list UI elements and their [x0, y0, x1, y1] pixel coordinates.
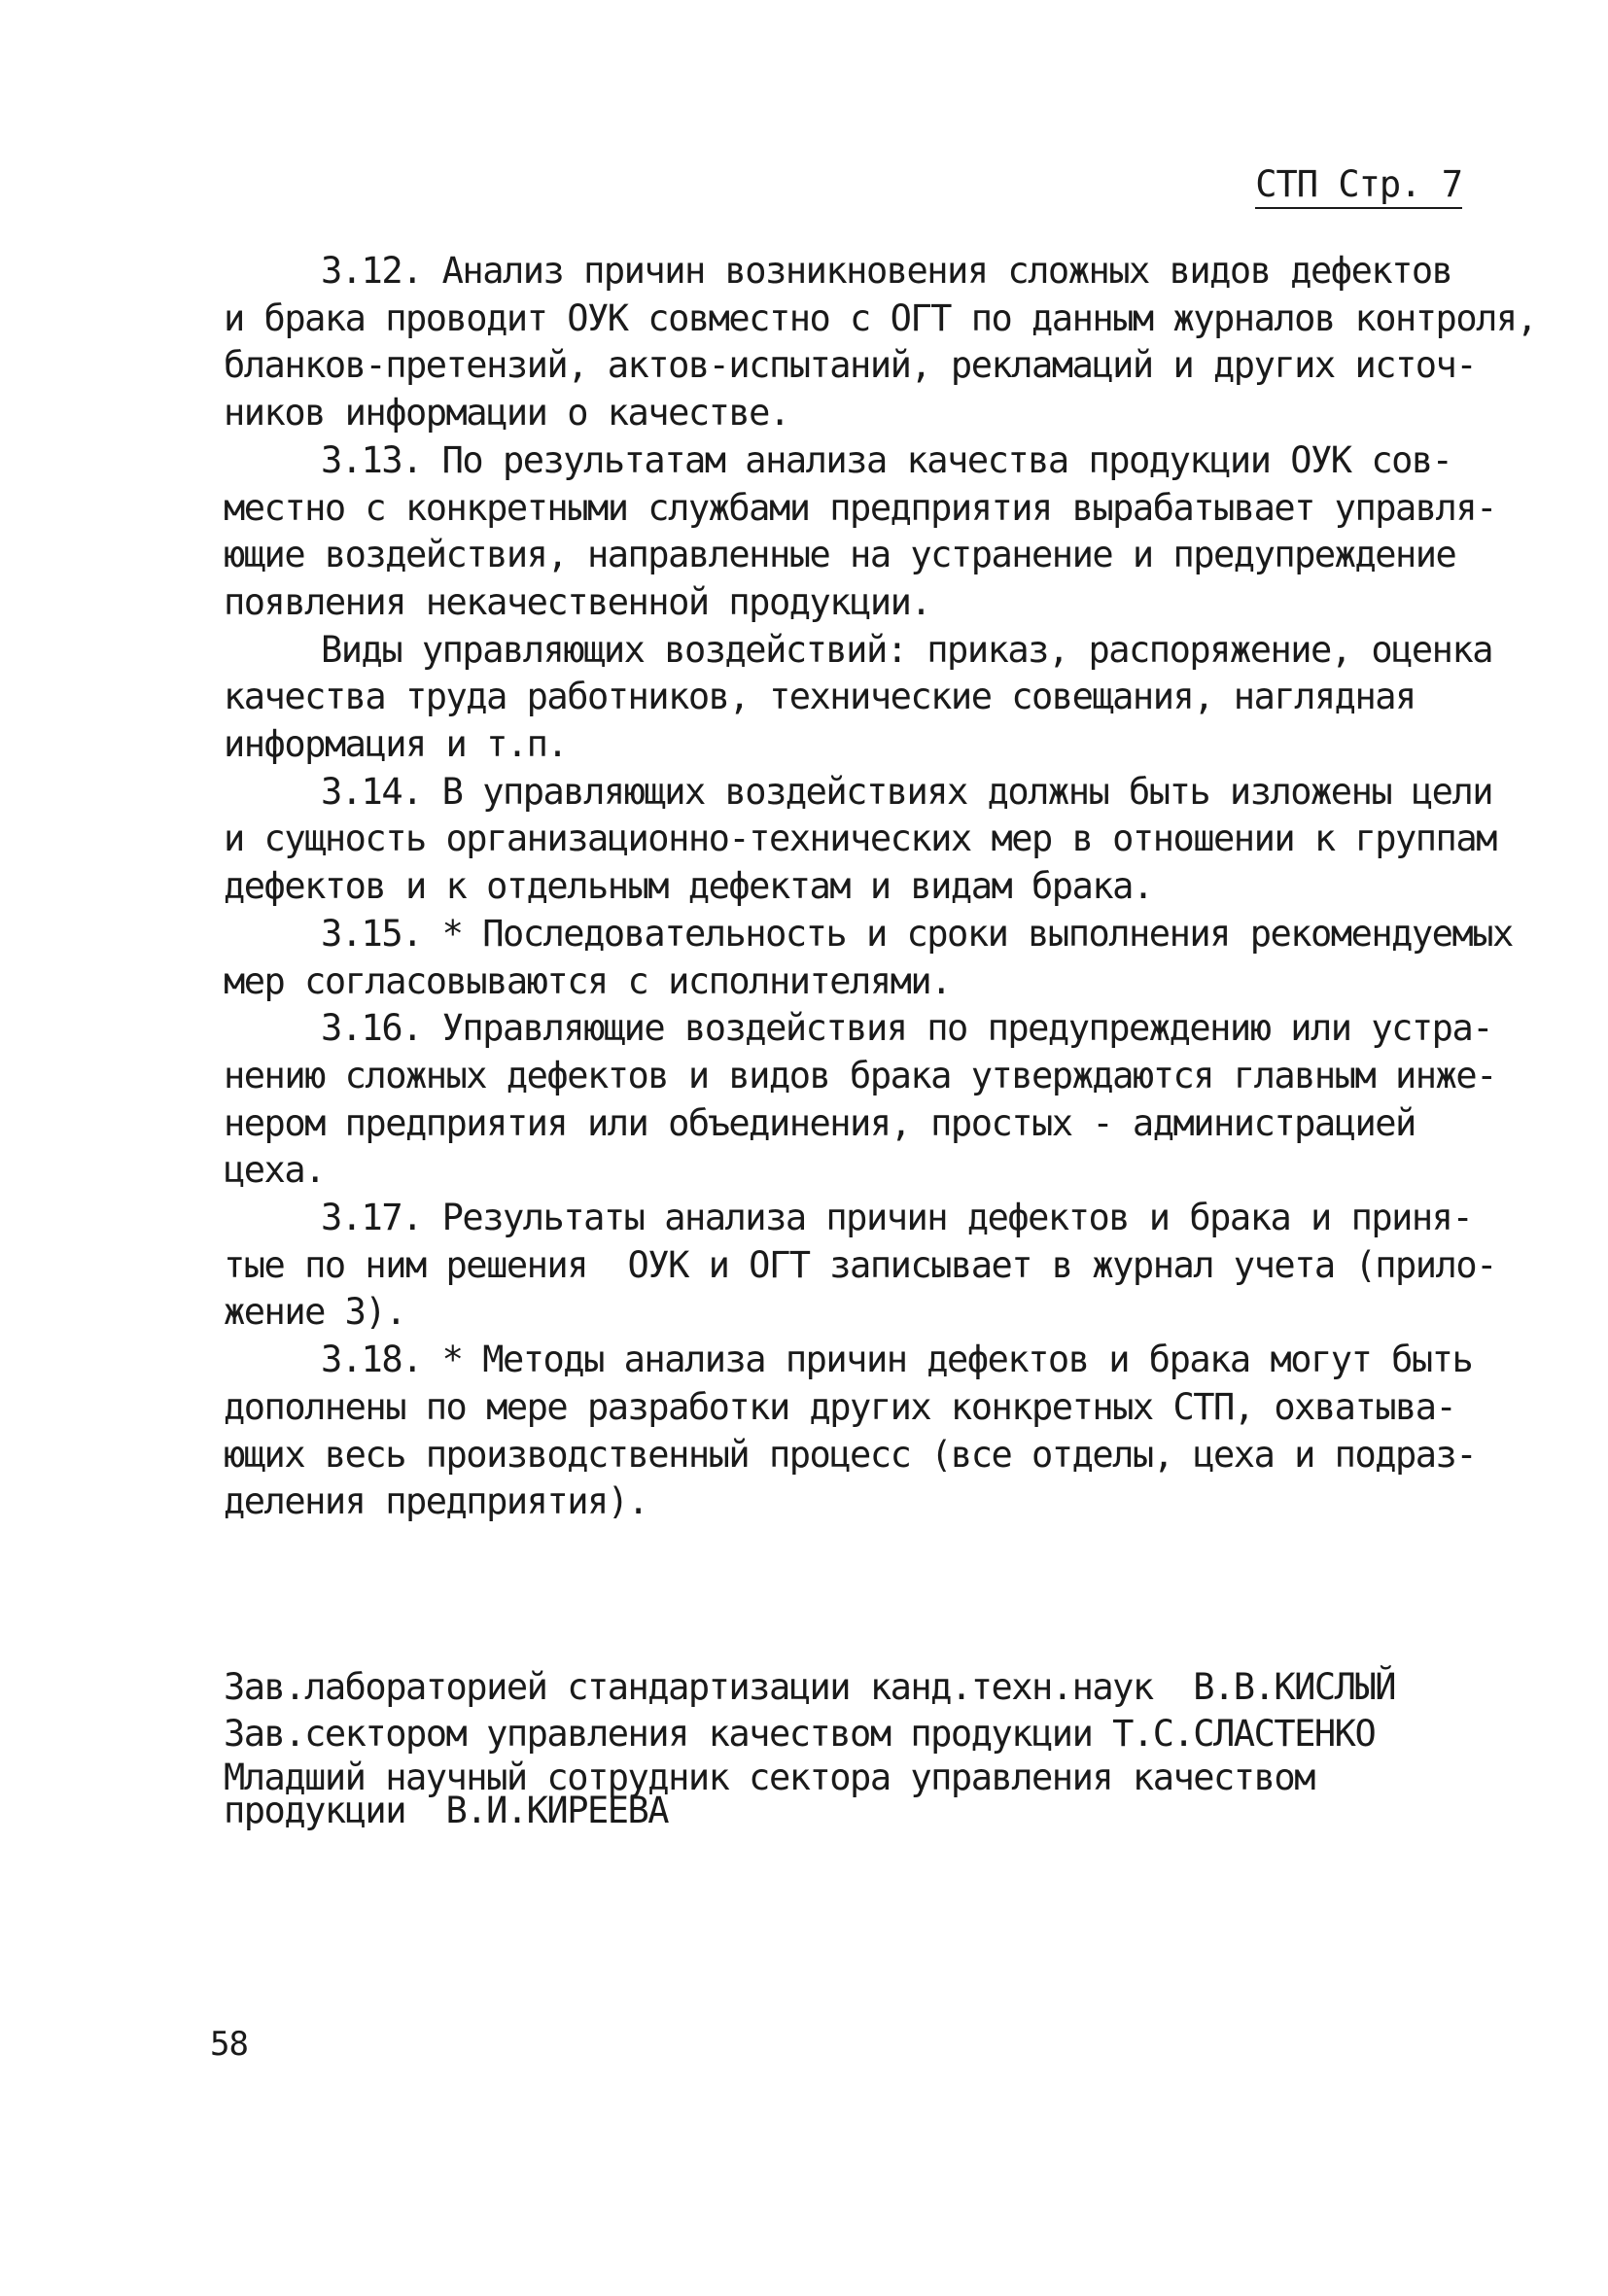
document-body — [224, 248, 1537, 1526]
text-line: 3.15. * Последовательность и сроки выполнения рекомендуемых — [321, 912, 1513, 955]
text-line: деления предприятия). — [224, 1480, 648, 1523]
text-line: дополнены по мере разработки других конкретных СТП, охватыва- — [224, 1385, 1456, 1428]
text-line: ющих весь производственный процесс (все отделы, цеха и подраз- — [224, 1433, 1477, 1476]
paragraph-3-17 — [224, 1195, 1517, 1337]
text-line: и сущность организационно-технических мер в отношении к группам — [224, 818, 1496, 860]
paragraph-3-14 — [224, 769, 1517, 911]
text-line: качества труда работников, технические совещания, наглядная — [224, 676, 1416, 718]
text-line: 3.18. * Методы анализа причин дефектов и брака могут быть — [321, 1339, 1473, 1381]
text-line: нером предприятия или объединения, простых - администрацией — [224, 1101, 1416, 1144]
paragraph-control-types — [224, 627, 1517, 769]
paragraph-3-18 — [224, 1337, 1517, 1526]
text-line: мер согласовываются с исполнителями. — [224, 959, 951, 1002]
text-line: местно с конкретными службами предприятия вырабатывает управля- — [224, 486, 1496, 529]
text-line: ников информации о качестве. — [224, 392, 789, 435]
text-line: 3.13. По результатам анализа качества продукции ОУК сов- — [321, 438, 1452, 481]
text-line: бланков-претензий, актов-испытаний, рекламаций и других источ- — [224, 344, 1477, 387]
page-header: СТП Стр. 7 — [1255, 163, 1462, 209]
paragraph-3-13 — [224, 437, 1517, 627]
text-line: нению сложных дефектов и видов брака утверждаются главным инже- — [224, 1054, 1496, 1096]
paragraph-3-12 — [224, 248, 1537, 437]
signature-line: продукции В.И.КИРЕЕВА — [224, 1790, 669, 1831]
text-line: 3.17. Результаты анализа причин дефектов и брака и приня- — [321, 1197, 1473, 1239]
text-line: появления некачественной продукции. — [224, 580, 931, 623]
text-line: и брака проводит ОУК совместно с ОГТ по данным журналов контроля, — [224, 296, 1537, 339]
text-line: тые по ним решения ОУК и ОГТ записывает в журнал учета (прило- — [224, 1243, 1496, 1286]
signature-line: Зав.сектором управления качеством продукции Т.С.СЛАСТЕНКО — [224, 1713, 1376, 1755]
text-line: жение 3). — [224, 1291, 405, 1334]
text-line: Виды управляющих воздействий: приказ, распоряжение, оценка — [321, 628, 1493, 671]
text-line: информация и т.п. — [224, 723, 568, 766]
text-line: цеха. — [224, 1149, 325, 1192]
text-line: 3.16. Управляющие воздействия по предупреждению или устра- — [321, 1007, 1493, 1050]
text-line: 3.14. В управляющих воздействиях должны быть изложены цели — [321, 770, 1493, 813]
paragraph-3-15 — [224, 911, 1517, 1005]
signature-line: Младший научный сотрудник сектора управления качеством — [224, 1757, 1314, 1798]
text-line: 3.12. Анализ причин возникновения сложных видов дефектов — [321, 250, 1452, 292]
signature-block — [224, 1664, 1517, 1831]
signature-line: Зав.лабораторией стандартизации канд.техн.наук В.В.КИСЛЫЙ — [224, 1666, 1396, 1708]
paragraph-3-16 — [224, 1005, 1517, 1195]
page-number: 58 — [210, 2025, 248, 2064]
text-line: ющие воздействия, направленные на устранение и предупреждение — [224, 534, 1456, 576]
text-line: дефектов и к отдельным дефектам и видам брака. — [224, 865, 1153, 908]
